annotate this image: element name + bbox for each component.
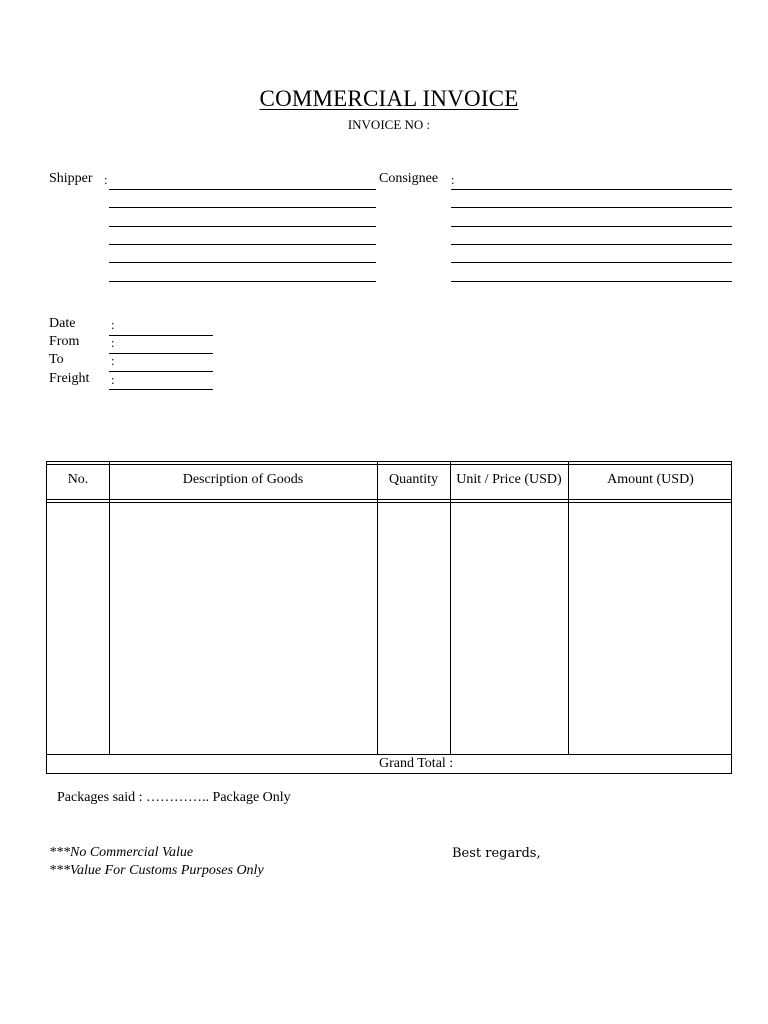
from-label: From xyxy=(49,334,80,349)
shipper-colon: : xyxy=(104,172,108,187)
shipper-line xyxy=(109,281,376,282)
note-customs-purposes: ***Value For Customs Purposes Only xyxy=(49,863,264,878)
from-colon: : xyxy=(111,335,115,350)
freight-label: Freight xyxy=(49,371,90,386)
table-body[interactable] xyxy=(47,504,731,754)
packages-text: Packages said : ………….. Package Only xyxy=(57,790,291,805)
date-label: Date xyxy=(49,316,76,331)
invoice-title xyxy=(0,86,768,112)
closing-regards: Best regards, xyxy=(452,846,541,861)
column-header-amount: Amount (USD) xyxy=(607,472,694,487)
invoice-number-label: INVOICE NO : xyxy=(347,117,431,132)
shipper-line xyxy=(109,226,376,227)
shipper-line xyxy=(109,262,376,263)
consignee-line xyxy=(451,262,732,263)
freight-colon: : xyxy=(111,372,115,387)
date-colon: : xyxy=(111,317,115,332)
consignee-colon: : xyxy=(451,172,455,187)
note-no-commercial-value: ***No Commercial Value xyxy=(49,845,194,860)
grand-total-divider xyxy=(47,754,731,755)
column-header-description: Description of Goods xyxy=(182,472,304,487)
consignee-label: Consignee xyxy=(379,171,439,186)
header-bottom-line xyxy=(47,499,731,500)
consignee-line xyxy=(451,244,732,245)
shipper-line xyxy=(109,244,376,245)
consignee-line xyxy=(451,281,732,282)
from-field[interactable] xyxy=(109,353,213,354)
column-header-no: No. xyxy=(67,472,89,487)
consignee-line xyxy=(451,189,732,190)
column-header-quantity: Quantity xyxy=(389,472,438,487)
date-field[interactable] xyxy=(109,335,213,336)
to-field[interactable] xyxy=(109,371,213,372)
to-label: To xyxy=(49,352,64,367)
shipper-label: Shipper xyxy=(49,171,93,186)
table-top-double-line xyxy=(47,464,731,465)
goods-table xyxy=(46,461,732,774)
freight-field[interactable] xyxy=(109,389,213,390)
shipper-line xyxy=(109,189,376,190)
column-header-unit-price: Unit / Price (USD) xyxy=(456,472,562,487)
invoice-title-text: COMMERCIAL INVOICE xyxy=(259,86,519,111)
header-bottom-double-line xyxy=(47,502,731,503)
grand-total-label: Grand Total : xyxy=(379,756,454,771)
consignee-line xyxy=(451,226,732,227)
to-colon: : xyxy=(111,353,115,368)
shipper-line xyxy=(109,207,376,208)
consignee-line xyxy=(451,207,732,208)
